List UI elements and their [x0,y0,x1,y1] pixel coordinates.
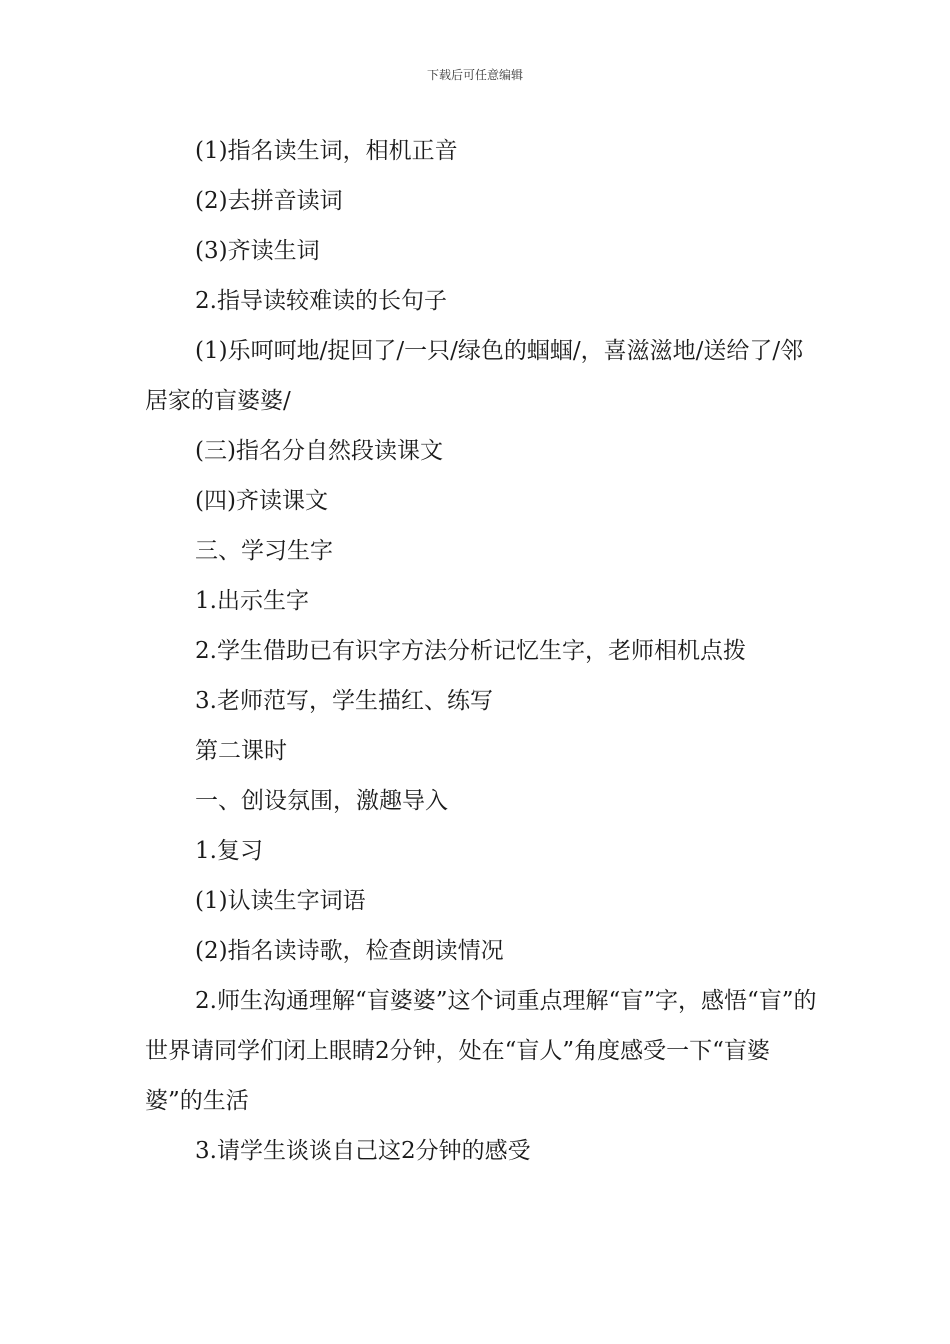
paragraph: (1)乐呵呵地/捉回了/一只/绿色的蝈蝈/，喜滋滋地/送给了/邻居家的盲婆婆/ [145,338,804,414]
paragraph: 3.老师范写，学生描红、练写 [195,688,493,714]
paragraph: 2.师生沟通理解“盲婆婆”这个词重点理解“盲”字，感悟“盲”的世界请同学们闭上眼睛2分钟，处在“盲人”角度感受一下“盲婆婆”的生活 [145,988,817,1114]
section-heading: 一、创设氛围，激趣导入 [195,788,448,814]
paragraph: (1)指名读生词，相机正音 [195,138,458,164]
paragraph: 1.复习 [195,838,263,864]
document-body [145,126,825,1176]
lesson-heading: 第二课时 [195,738,287,764]
paragraph: 3.请学生谈谈自己这2分钟的感受 [195,1138,531,1164]
paragraph: (三)指名分自然段读课文 [195,438,443,464]
paragraph: (2)指名读诗歌，检查朗读情况 [195,938,504,964]
paragraph: 1.出示生字 [195,588,309,614]
paragraph: 2.指导读较难读的长句子 [195,288,447,314]
paragraph: 2.学生借助已有识字方法分析记忆生字，老师相机点拨 [195,638,746,664]
paragraph: (四)齐读课文 [195,488,328,514]
page-header: 下载后可任意编辑 [426,68,523,82]
paragraph: (1)认读生字词语 [195,888,366,914]
paragraph: (3)齐读生词 [195,238,320,264]
section-heading: 三、学习生字 [195,538,333,564]
paragraph: (2)去拼音读词 [195,188,343,214]
